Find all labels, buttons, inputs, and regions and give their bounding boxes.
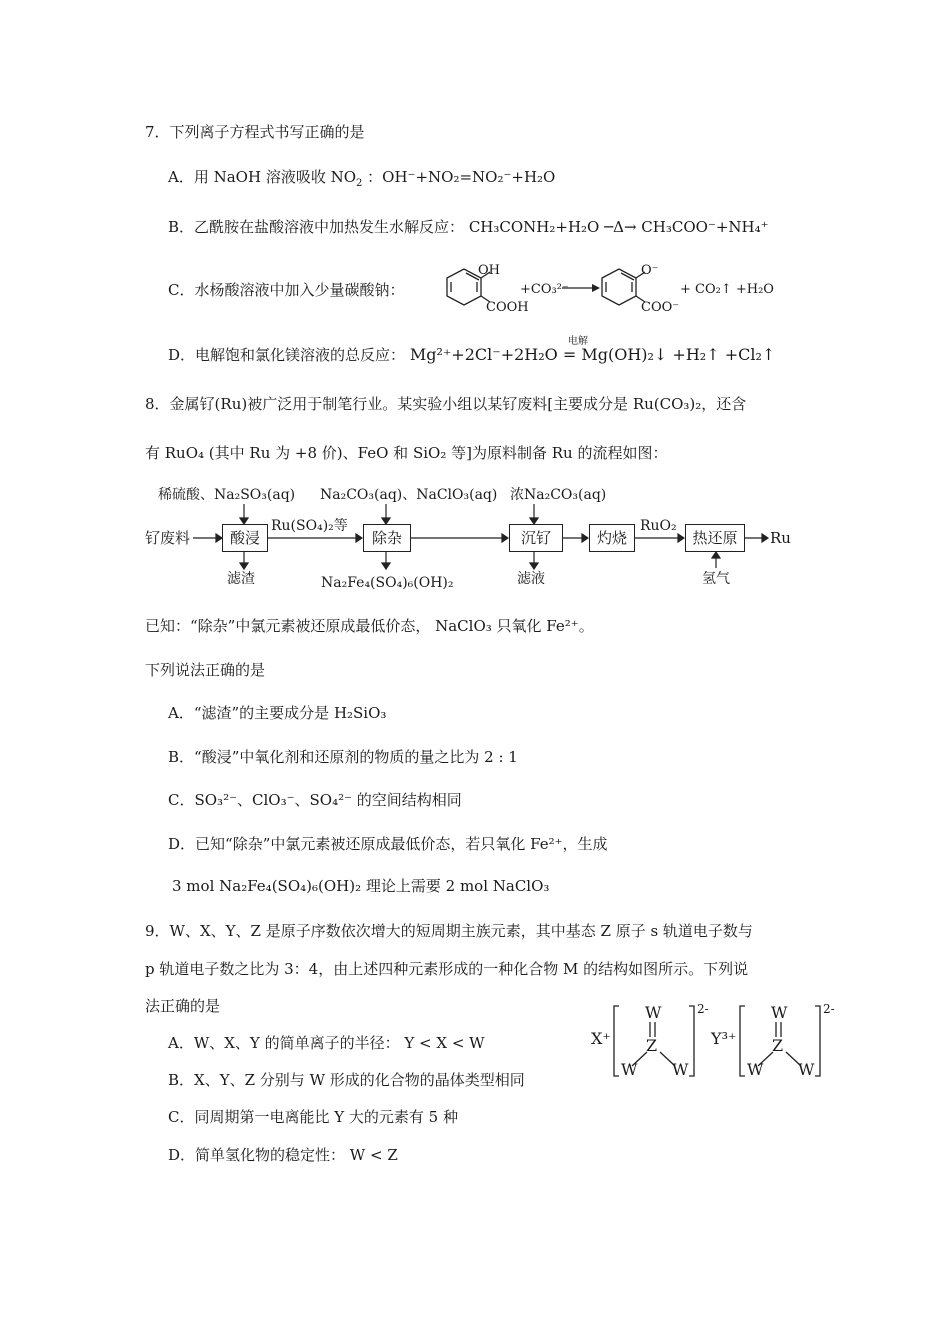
q9-stem-2: p 轨道电子数之比为 3：4，由上述四种元素形成的一种化合物 M 的结构如图所示。下列说 [145,960,749,978]
flow-input-2: Na₂CO₃(aq)、NaClO₃(aq) [320,487,498,503]
electrolysis-label: 电解 [568,336,588,347]
coo-label: COO⁻ [641,300,680,315]
z-center-1: Z [646,1036,658,1055]
q8-ask: 下列说法正确的是 [145,661,266,679]
z-center-2: Z [772,1036,784,1055]
w-top-2: W [771,1003,788,1022]
q9-option-b: B．X、Y、Z 分别与 W 形成的化合物的晶体类型相同 [168,1071,525,1089]
q7-stem: 7．下列离子方程式书写正确的是 [145,123,365,141]
flow-box-impurity-removal: 除杂 [363,524,411,552]
q8-option-c: C．SO₃²⁻、ClO₃⁻、SO₄²⁻ 的空间结构相同 [168,791,462,809]
q8-stem-2: 有 RuO₄ (其中 Ru 为 +8 价)、FeO 和 SiO₂ 等]为原料制备 Ru 的流程如图： [145,444,668,462]
q8-option-d-1: D．已知“除杂”中氯元素被还原成最低价态，若只氧化 Fe²⁺，生成 [168,835,608,853]
q8-option-d-2: 3 mol Na₂Fe₄(SO₄)₆(OH)₂ 理论上需要 2 mol NaClO₃ [172,877,550,895]
q7-option-a: A．用 NaOH 溶液吸收 $NO_2$ ：OH⁻+NO₂=NO₂⁻+H₂O [168,168,556,189]
q8-option-a: A．“滤渣”的主要成分是 H₂SiO₃ [168,704,387,722]
charge-1: 2- [697,1002,709,1016]
reaction-arrowhead [592,284,600,292]
flow-output-2: Na₂Fe₄(SO₄)₆(OH)₂ [321,575,454,591]
x-cation: X⁺ [591,1029,611,1048]
y-cation: Y³⁺ [711,1029,737,1048]
q7-a-text: A．用 NaOH 溶液吸收 NO [168,168,357,186]
w-right-2: W [798,1060,815,1079]
q9-stem-3: 法正确的是 [145,997,221,1015]
q8-stem-1: 8．金属钌(Ru)被广泛用于制笔行业。某实验小组以某钌废料[主要成分是 Ru(CO₃)₂，还含 [145,395,747,413]
flow-box-acid-leach: 酸浸 [222,524,268,552]
flow-box-precipitation: 沉钌 [509,524,563,552]
q7-option-c-text: C．水杨酸溶液中加入少量碳酸钠： [168,281,405,299]
carbonate-label: +CO₃²⁻ [520,282,569,297]
q7-d-eq: Mg²⁺+2Cl⁻+2H₂O = Mg(OH)₂↓ +H₂↑ +Cl₂↑ [409,345,776,364]
flow-box-calcination: 灼烧 [589,524,635,552]
w-left-1: W [621,1060,638,1079]
flow-input-5: 氢气 [702,571,730,587]
w-top-1: W [645,1003,662,1022]
flow-box-thermal-reduction: 热还原 [685,524,745,552]
q8-option-b: B．“酸浸”中氧化剂和还原剂的物质的量之比为 2 : 1 [168,748,518,766]
q7-d-text: D．电解饱和氯化镁溶液的总反应： [168,346,406,364]
salicylate-ring [602,269,645,305]
q7-b-eq: CH₃CONH₂+H₂O ─Δ→ CH₃COO⁻+NH₄⁺ [468,218,769,236]
flow-end: Ru [770,529,791,547]
flow-input-3: 浓Na₂CO₃(aq) [510,487,607,503]
cooh-label: COOH [486,300,529,315]
flow-input-1: 稀硫酸、Na₂SO₃(aq) [158,487,296,503]
q7-a-eq: ：OH⁻+NO₂=NO₂⁻+H₂O [367,168,556,186]
o-minus-label: O⁻ [641,263,659,278]
flow-arrow-label-4: RuO₂ [640,518,677,534]
w-left-2: W [747,1060,764,1079]
flow-start: 钌废料 [145,529,191,547]
q8-known: 已知：“除杂”中氯元素被还原成最低价态， NaClO₃ 只氧化 Fe²⁺。 [145,617,594,635]
q7-option-b [168,217,769,237]
q9-option-c: C．同周期第一电离能比 Y 大的元素有 5 种 [168,1108,458,1126]
flow-output-1: 滤渣 [227,571,255,587]
charge-2: 2- [823,1002,835,1016]
q9-option-d: D．简单氢化物的稳定性： W < Z [168,1146,398,1164]
q9-stem-1: 9．W、X、Y、Z 是原子序数依次增大的短周期主族元素，其中基态 Z 原子 s 轨道电子数与 [145,922,753,940]
q7-b-text: B．乙酰胺在盐酸溶液中加热发生水解反应： [168,218,465,236]
oh-label: OH [478,263,500,278]
q9-option-a: A．W、X、Y 的简单离子的半径： Y < X < W [168,1034,485,1052]
products-label: + CO₂↑ +H₂O [680,282,774,297]
flow-output-3: 滤液 [517,571,545,587]
w-right-1: W [672,1060,689,1079]
q7-option-d [168,345,775,365]
flow-arrow-label-1: Ru(SO₄)₂等 [271,518,348,534]
